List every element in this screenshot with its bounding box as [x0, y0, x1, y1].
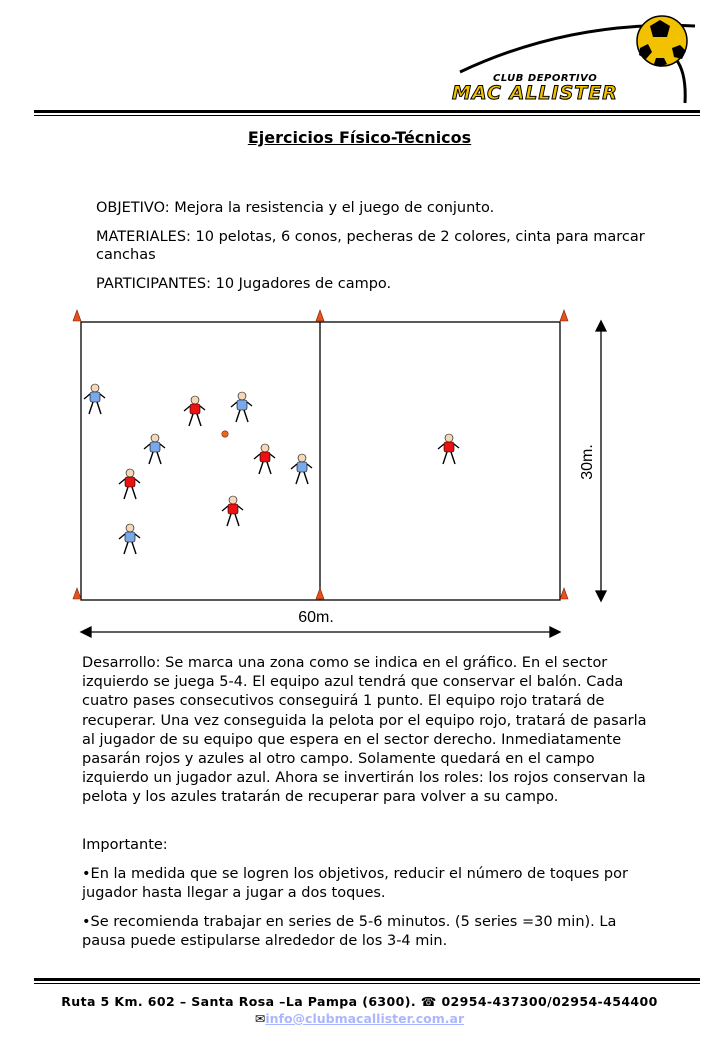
width-arrow	[81, 627, 560, 637]
player-icon	[222, 496, 243, 526]
width-label: 60m.	[298, 609, 334, 626]
cone-icon	[316, 310, 324, 321]
participants-text: 10 Jugadores de campo.	[210, 276, 392, 292]
development-text: Se marca una zona como se indica en el gráfico. En el sector izquierdo se juega 5-4. El equipo azul tendrá que conservar el balón. Cada cuatro pases consecutivos conseguirá 1 punto. El equipo rojo tratará de recuperar. Una vez conseguida la pelota por el equipo rojo, tratará de pasarla al jugador de su equipo que espera en el sector derecho. Inmediatamente pasarán rojos y azules al otro campo. Solamente quedará en el campo izquierdo un jugador azul. Ahora se invertirán los roles: los rojos conservan la pelota y los azules tratarán de recuperar para volver a su campo.	[82, 655, 647, 806]
objective-label: OBJETIVO:	[96, 200, 170, 216]
height-label: 30m.	[579, 444, 596, 480]
club-name-line2: MAC ALLISTER	[452, 82, 618, 104]
header-divider	[34, 110, 700, 116]
bullet-item: •Se recomienda trabajar en series de 5-6 minutos. (5 series =30 min). La pausa puede estipularse alrededor de los 3-4 min.	[82, 914, 617, 950]
development-label: Desarrollo:	[82, 655, 161, 671]
player-icon	[231, 392, 252, 422]
cone-icon	[560, 310, 568, 321]
player-icon	[184, 396, 205, 426]
player-icon	[144, 434, 165, 464]
cone-icon	[73, 310, 81, 321]
footer-divider	[34, 978, 700, 984]
objective-text: Mejora la resistencia y el juego de conjunto.	[169, 200, 495, 216]
footer-address: Ruta 5 Km. 602 – Santa Rosa –La Pampa (6300). ☎ 02954-437300/02954-454400	[61, 994, 658, 1009]
cone-icon	[73, 588, 81, 599]
materials-label: MATERIALES	[96, 229, 187, 245]
development-paragraph	[82, 654, 652, 808]
footer-email-line	[0, 1011, 719, 1026]
cone-icon	[560, 588, 568, 599]
ball-icon	[222, 431, 228, 437]
materials-text: : 10 pelotas, 6 conos, pecheras de 2 colores, cinta para marcar canchas	[96, 229, 645, 263]
player-icon	[438, 434, 459, 464]
envelope-icon: ✉	[254, 1011, 266, 1026]
field-diagram	[0, 290, 719, 645]
player-icon	[119, 469, 140, 499]
player-icon	[254, 444, 275, 474]
player-icon	[84, 384, 105, 414]
email-link[interactable]: info@clubmacallister.com.ar	[265, 1011, 465, 1026]
participants-label: PARTICIPANTES:	[96, 276, 211, 292]
bullet-item: •En la medida que se logren los objetivos, reducir el número de toques por jugador hasta llegar a jugar a dos toques.	[82, 866, 628, 902]
page-title: Ejercicios Físico-Técnicos	[247, 128, 472, 147]
player-icon	[119, 524, 140, 554]
objective-paragraph	[96, 199, 656, 217]
field-lines	[81, 322, 560, 600]
important-label: Importante:	[82, 837, 168, 853]
cone-icon	[316, 588, 324, 599]
player-icon	[291, 454, 312, 484]
materials-paragraph	[96, 228, 656, 264]
club-name-line1: CLUB DEPORTIVO	[493, 73, 598, 84]
height-arrow	[596, 321, 606, 601]
